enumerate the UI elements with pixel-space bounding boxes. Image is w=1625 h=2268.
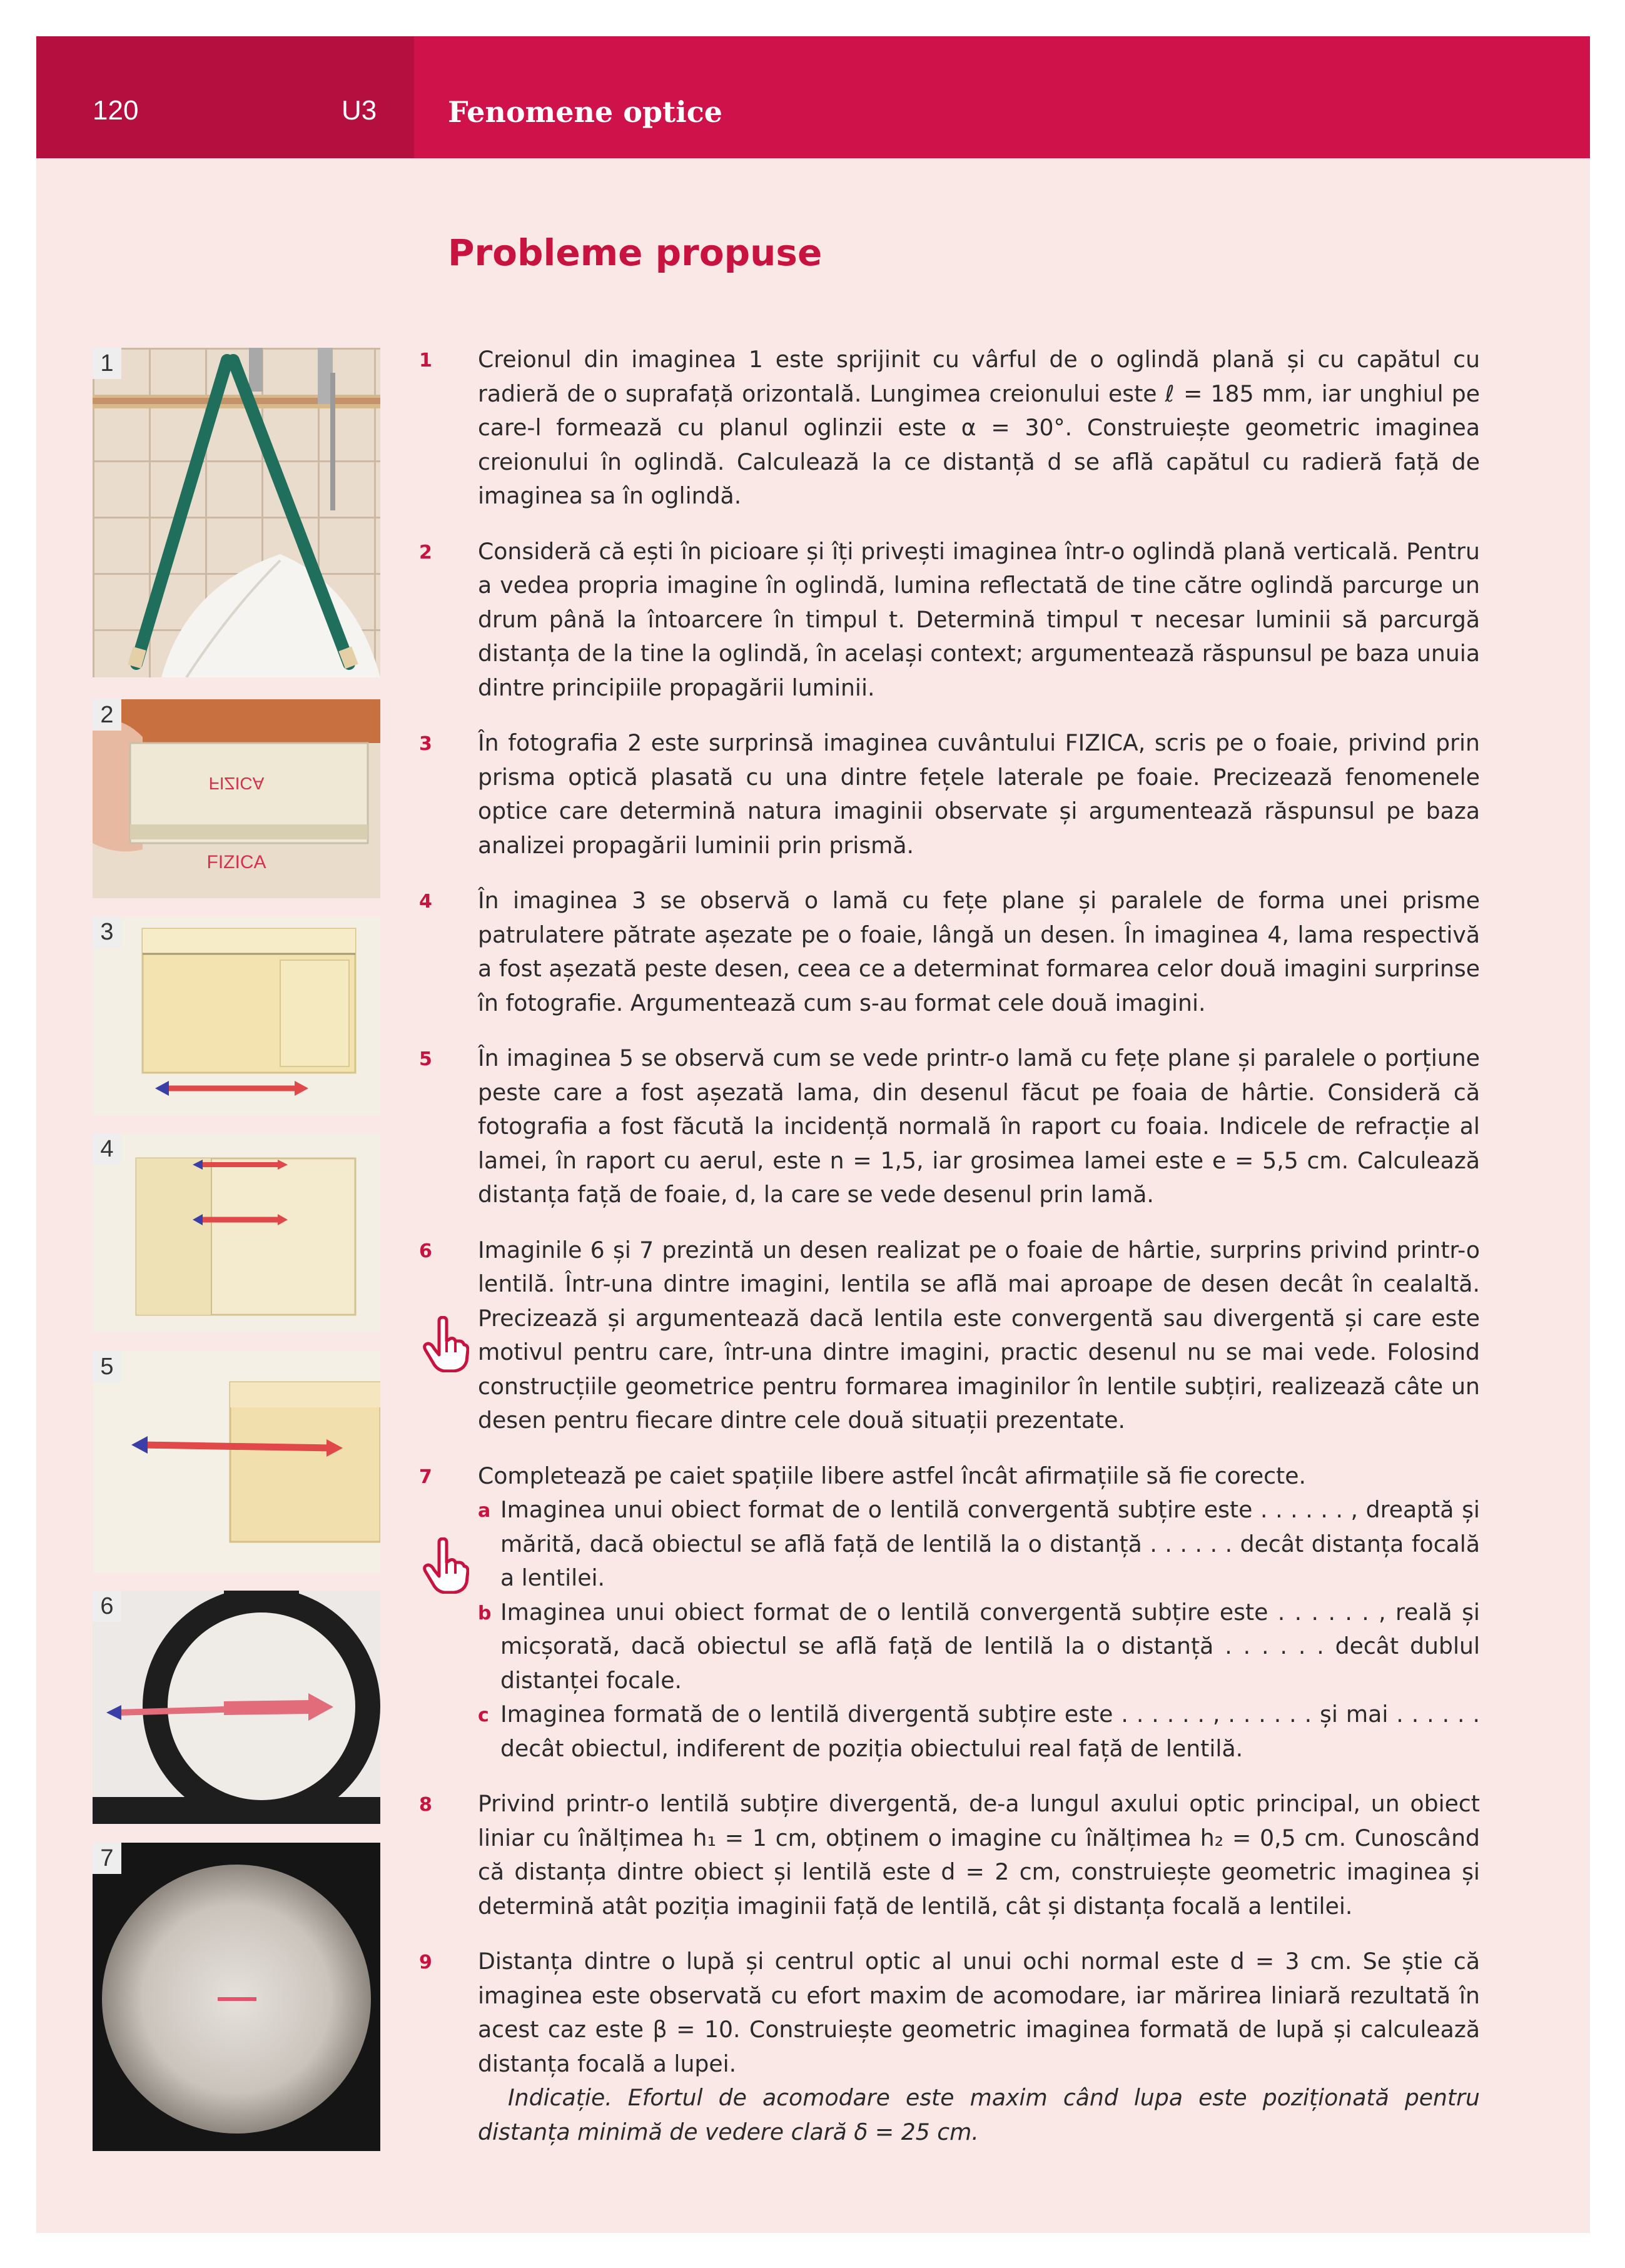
problem-text: În imaginea 3 se observă o lamă cu fețe plane și paralele de forma unei prisme patrulatere pătrate așezate pe o foaie, lângă un desen. În imaginea 4, lama respectivă a fost așezată peste desen, ceea ce a determinat formarea celor două imagini surprinse în fotografie. Argumentează cum s-au format cele două imagini. [478, 887, 1480, 1016]
photo-1-image [93, 348, 380, 677]
section-title: Probleme propuse [448, 231, 823, 274]
problem-5 [419, 1041, 1480, 1212]
photo-5 [93, 1351, 380, 1573]
photo-label: 5 [93, 1351, 121, 1382]
problem-3 [419, 726, 1480, 863]
photo-3 [93, 916, 380, 1115]
hand-pointer-icon[interactable] [420, 1537, 469, 1594]
subitem-text: Imaginea unui obiect format de o lentilă convergentă subțire este . . . . . . , reală și micșorată, dacă obiectul se află față de lentilă la o distanță . . . . . . decât dublul distanței focale. [500, 1598, 1480, 1694]
problem-7-subitem-c [448, 1698, 1480, 1766]
photo-3-image [93, 916, 380, 1115]
hand-pointer-icon[interactable] [420, 1316, 469, 1372]
subitem-letter: c [478, 1704, 489, 1726]
photo-6 [93, 1591, 380, 1824]
photo-label: 6 [93, 1591, 121, 1622]
photo-label: 7 [93, 1843, 121, 1874]
problem-6 [419, 1233, 1480, 1438]
photo-label: 4 [93, 1133, 121, 1165]
problem-text: În fotografia 2 este surprinsă imaginea cuvântului FIZICA, scris pe o foaie, privind prin prisma optică plasată cu una dintre fețele laterale pe foaie. Precizează fenomenele optice care determină natura imaginii observate și argumentează răspunsul pe baza analizei propagării luminii prin prismă. [478, 729, 1480, 859]
problem-text: Distanța dintre o lupă și centrul optic al unui ochi normal este d = 3 cm. Se știe că imaginea este observată cu efort maxim de acomodare, iar mărirea liniară rezultată în acest caz este β = 10. Construiește geometric imaginea formată de lupă și calculează distanța focală a lupei. [478, 1948, 1480, 2077]
problem-number: 4 [419, 891, 432, 913]
problem-number: 1 [419, 350, 432, 372]
problem-number: 8 [419, 1794, 432, 1816]
problem-9 [419, 1945, 1480, 2149]
photo-6-image [93, 1591, 380, 1824]
subitem-letter: b [478, 1602, 492, 1624]
problem-number: 9 [419, 1952, 432, 1973]
paper-text: FIZICA [206, 852, 266, 873]
photo-2 [93, 699, 380, 898]
subitem-text: Imaginea formată de o lentilă divergentă subțire este . . . . . . , . . . . . . și mai . . . . . . decât obiectul, indiferent de poziția obiectului real față de lentilă. [500, 1701, 1480, 1762]
problem-number: 2 [419, 541, 432, 564]
photo-2-image [93, 699, 380, 898]
unit-label: U3 [342, 95, 377, 126]
photo-4-image [93, 1133, 380, 1332]
photo-7-image [93, 1843, 380, 2151]
prism-reflected-text: FIZICA [208, 774, 265, 793]
problem-text: În imaginea 5 se observă cum se vede printr-o lamă cu fețe plane și paralele o porțiune peste care a fost așezată lama, din desenul făcut pe foaia de hârtie. Consideră că fotografia a fost făcută la incidență normală în raport cu foaia. Indicele de refracție al lamei, în raport cu aerul, este n = 1,5, iar grosimea lamei este e = 5,5 cm. Calculează distanța față de foaie, d, la care se vede desenul prin lamă. [478, 1045, 1480, 1208]
problem-text: Completează pe caiet spațiile libere astfel încât afirmațiile să fie corecte. [478, 1462, 1306, 1489]
page-header [36, 36, 1590, 158]
problem-4 [419, 884, 1480, 1020]
subitem-letter: a [478, 1500, 491, 1522]
problems-list [419, 343, 1480, 2170]
photo-label: 3 [93, 916, 121, 948]
problem-9-hint: Indicație. Efortul de acomodare este maxim când lupa este poziționată pentru distanța minimă de vedere clară δ = 25 cm. [478, 2084, 1480, 2145]
photo-5-image [93, 1351, 380, 1573]
page-number: 120 [93, 95, 139, 126]
problem-text: Privind printr-o lentilă subțire divergentă, de-a lungul axului optic principal, un obiect liniar cu înălțimea h₁ = 1 cm, obținem o imagine cu înălțimea h₂ = 0,5 cm. Cunoscând că distanța dintre obiect și lentilă este d = 2 cm, construiește geometric imaginea și determină atât poziția imaginii față de lentilă, cât și distanța focală a lentilei. [478, 1790, 1480, 1920]
problem-text: Imaginile 6 și 7 prezintă un desen realizat pe o foaie de hârtie, surprins privind printr-o lentilă. Într-una dintre imagini, lentila se află mai aproape de desen decât în cealaltă. Precizează și argumentează dacă lentila este convergentă sau divergentă și care este motivul pentru care, într-una dintre imagini, practic desenul nu se mai vede. Folosind construcțiile geometrice pentru formarea imaginilor în lentile subțiri, realizează câte un desen pentru fiecare dintre cele două situații prezentate. [478, 1236, 1480, 1434]
problem-number: 6 [419, 1240, 432, 1262]
problem-text: Consideră că ești în picioare și îți privești imaginea într-o oglindă plană verticală. Pentru a vedea propria imagine în oglindă, lumina reflectată de tine către oglindă parcurge un drum până la întoarcere în timpul t. Determină timpul τ necesar luminii să parcurgă distanța de la tine la oglindă, în același context; argumentează răspunsul pe baza unuia dintre principiile propagării luminii. [478, 537, 1480, 701]
photo-label: 1 [93, 348, 121, 379]
chapter-title: Fenomene optice [448, 95, 723, 129]
problem-number: 5 [419, 1048, 432, 1070]
problem-2 [419, 535, 1480, 706]
problem-7 [419, 1459, 1480, 1766]
photo-1 [93, 348, 380, 677]
problem-7-subitem-b [448, 1596, 1480, 1698]
photo-label: 2 [93, 699, 121, 731]
problem-7-subitem-a [448, 1493, 1480, 1596]
problem-number: 3 [419, 733, 432, 755]
subitem-text: Imaginea unui obiect format de o lentilă convergentă subțire este . . . . . . , dreaptă și mărită, dacă obiectul se află față de lentilă la o distanță . . . . . . decât distanța focală a lentilei. [500, 1496, 1480, 1591]
photo-7 [93, 1843, 380, 2151]
problem-text: Creionul din imaginea 1 este sprijinit cu vârful de o oglindă plană și cu capătul cu radieră de o suprafață orizontală. Lungimea creionului este ℓ = 185 mm, iar unghiul pe care-l formează cu planul oglinzii este α = 30°. Construiește geometric imaginea creionului în oglindă. Calculează la ce distanță d se află capătul cu radieră față de imaginea sa în oglindă. [478, 346, 1480, 509]
photo-4 [93, 1133, 380, 1332]
problem-number: 7 [419, 1466, 432, 1488]
problem-1 [419, 343, 1480, 514]
problem-8 [419, 1787, 1480, 1923]
